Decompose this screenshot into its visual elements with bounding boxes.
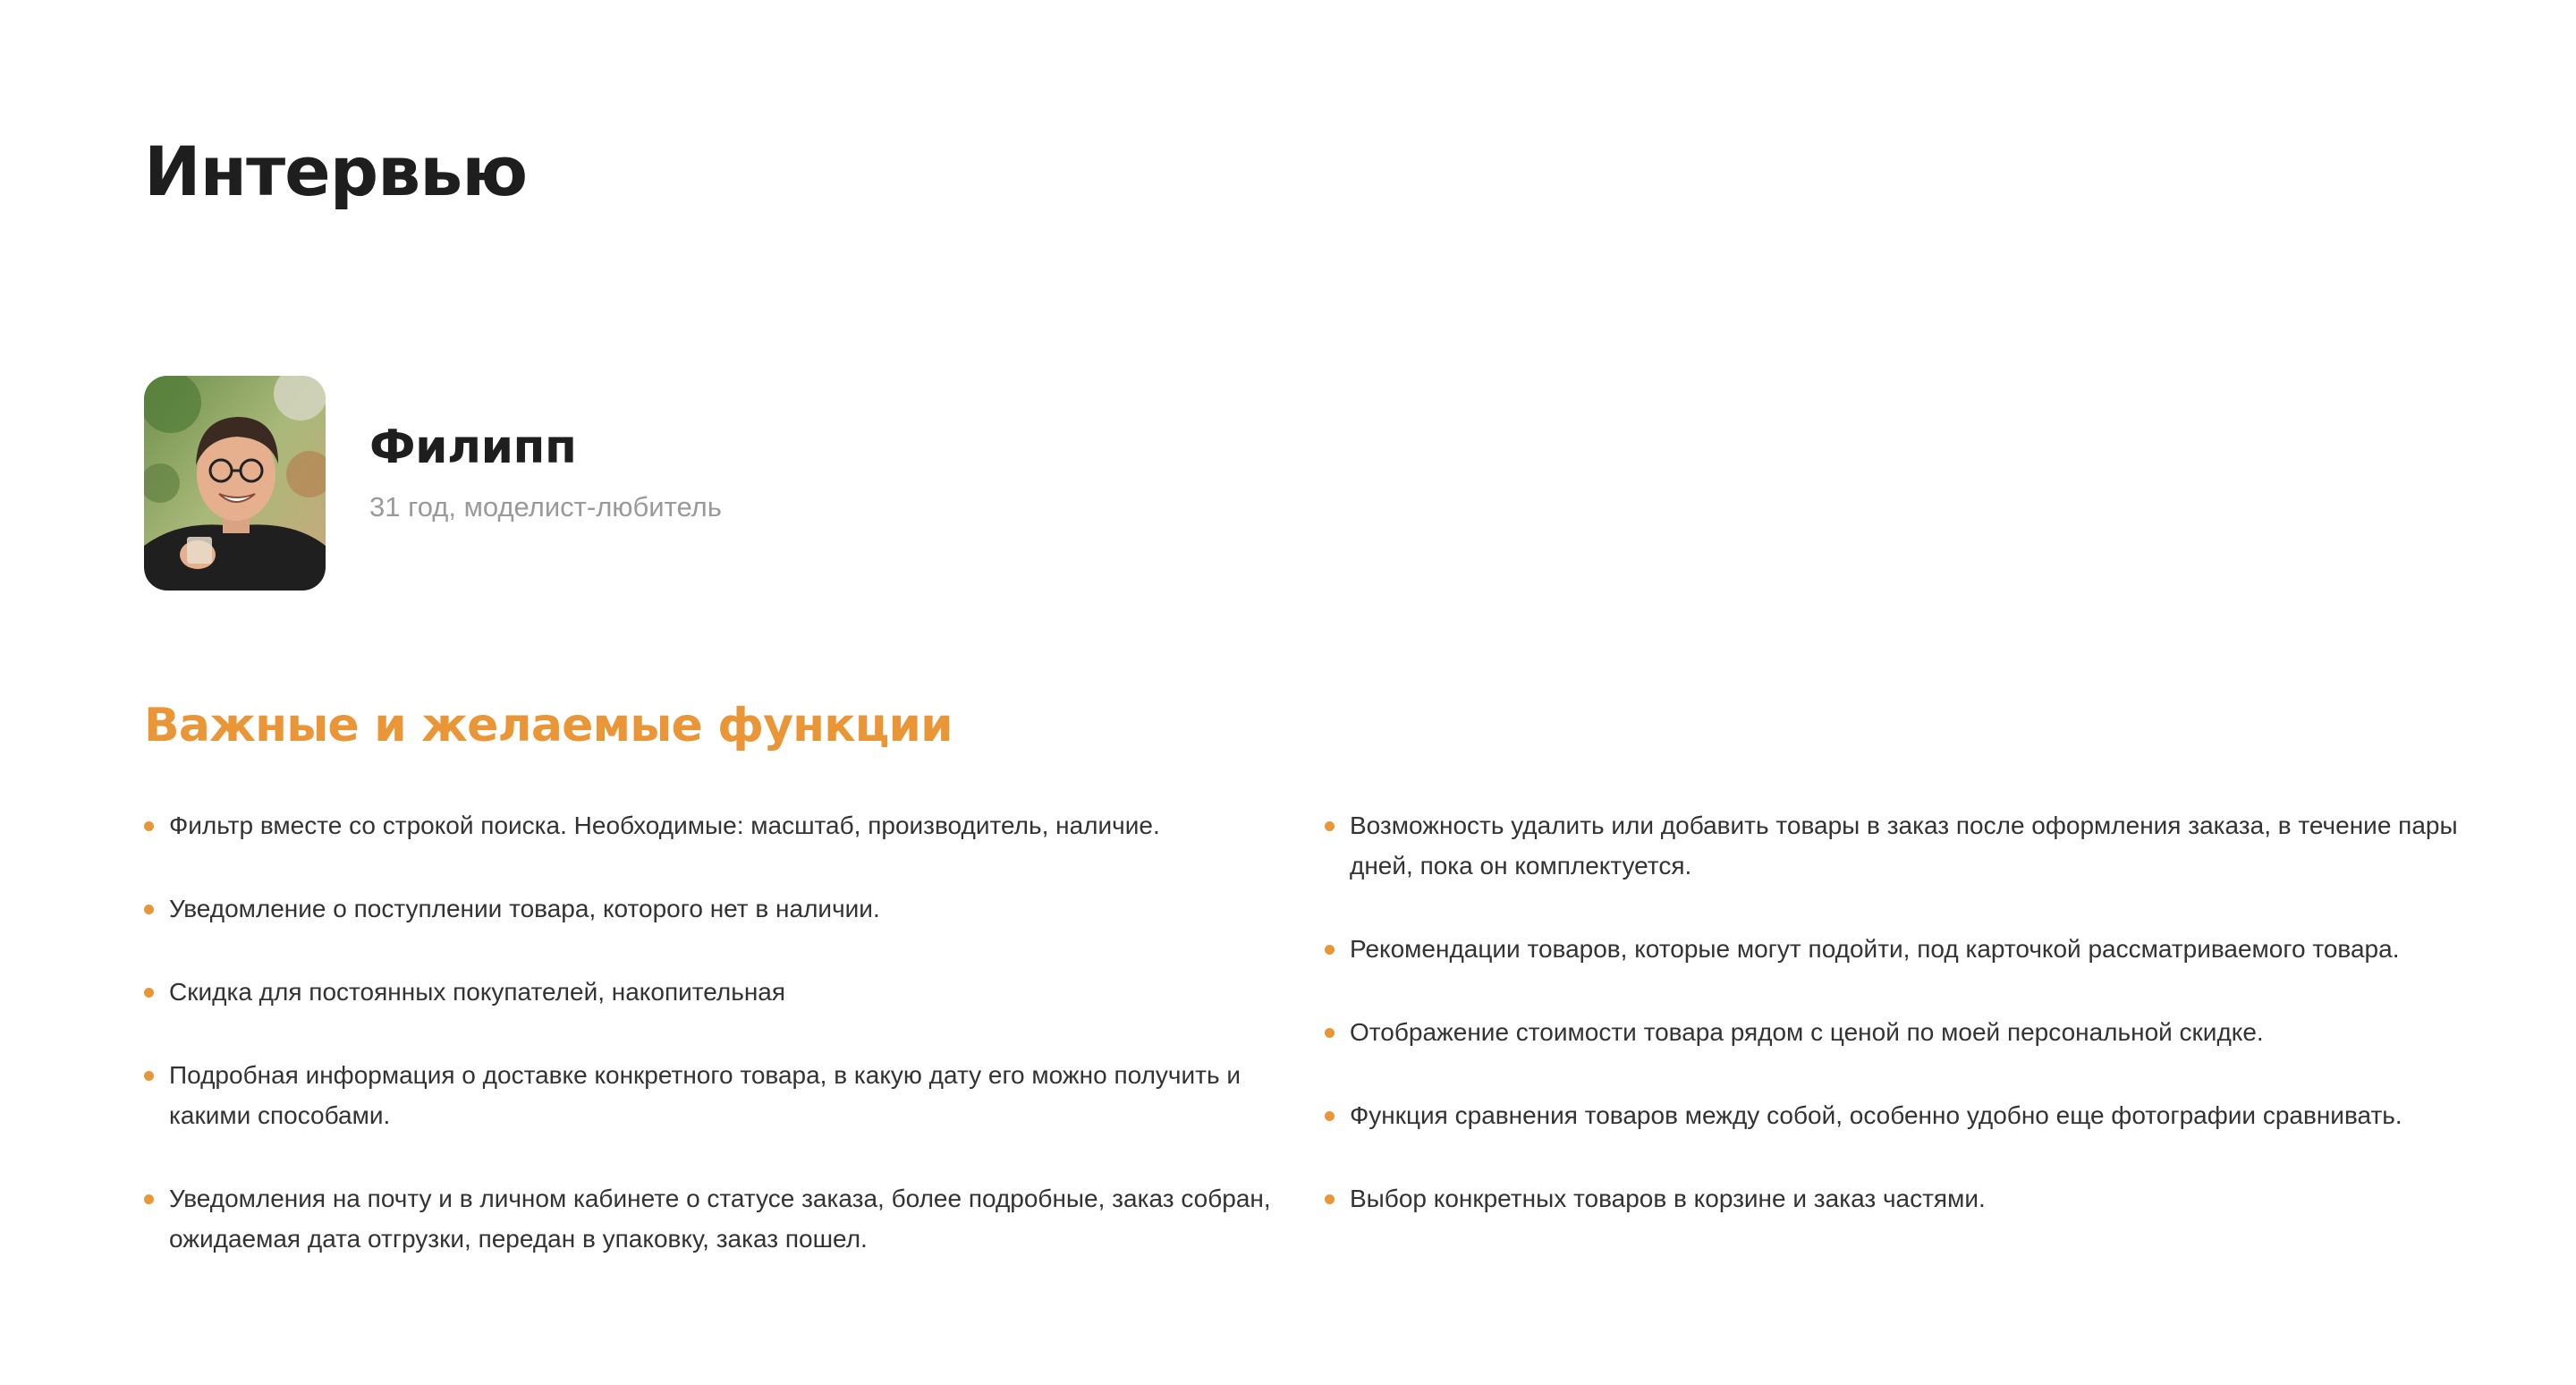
feature-item — [1325, 1178, 2479, 1219]
bullet-icon — [1325, 1111, 1335, 1121]
bullet-icon — [1325, 945, 1335, 955]
bullet-icon — [144, 988, 154, 998]
bullet-icon — [144, 1071, 154, 1081]
feature-text: Возможность удалить или добавить товары в заказ после оформления заказа, в течение пары дней, пока он комплектуется. — [1350, 811, 2458, 879]
feature-item — [144, 805, 1271, 845]
feature-text: Функция сравнения товаров между собой, особенно удобно еще фотографии сравнивать. — [1350, 1101, 2402, 1129]
bullet-icon — [1325, 1028, 1335, 1038]
feature-text: Скидка для постоянных покупателей, накопительная — [169, 978, 786, 1006]
bullet-icon — [144, 1194, 154, 1204]
page-title: Интервью — [144, 132, 528, 211]
person-name: Филипп — [369, 420, 577, 474]
feature-item — [1325, 929, 2479, 969]
feature-text: Выбор конкретных товаров в корзине и заказ частями. — [1350, 1185, 1986, 1212]
feature-item — [1325, 1095, 2479, 1135]
person-subtitle: 31 год, моделист-любитель — [369, 490, 722, 523]
avatar — [144, 376, 326, 591]
feature-text: Уведомления на почту и в личном кабинете о статусе заказа, более подробные, заказ собран, ожидаемая дата отгрузки, передан в упаковку, заказ пошел. — [169, 1185, 1271, 1253]
feature-item — [1325, 805, 2479, 886]
feature-text: Подробная информация о доставке конкретного товара, в какую дату его можно получить и какими способами. — [169, 1061, 1241, 1129]
bullet-icon — [1325, 1194, 1335, 1204]
bullet-icon — [144, 905, 154, 914]
feature-item — [144, 1178, 1271, 1259]
features-list-left — [144, 805, 1271, 1302]
features-list-right — [1325, 805, 2479, 1262]
bullet-icon — [1325, 821, 1335, 831]
interviewee-profile — [144, 376, 722, 591]
feature-text: Отображение стоимости товара рядом с ценой по моей персональной скидке. — [1350, 1018, 2264, 1046]
person-photo-icon — [144, 376, 326, 591]
feature-text: Фильтр вместе со строкой поиска. Необходимые: масштаб, производитель, наличие. — [169, 811, 1160, 839]
bullet-icon — [144, 821, 154, 831]
profile-info — [369, 420, 722, 523]
feature-text: Рекомендации товаров, которые могут подойти, под карточкой рассматриваемого товара. — [1350, 935, 2400, 963]
section-title: Важные и желаемые функции — [144, 699, 953, 752]
feature-item — [144, 1055, 1271, 1135]
feature-item — [144, 888, 1271, 929]
feature-item — [1325, 1012, 2479, 1052]
feature-item — [144, 972, 1271, 1012]
feature-text: Уведомление о поступлении товара, которого нет в наличии. — [169, 895, 880, 922]
